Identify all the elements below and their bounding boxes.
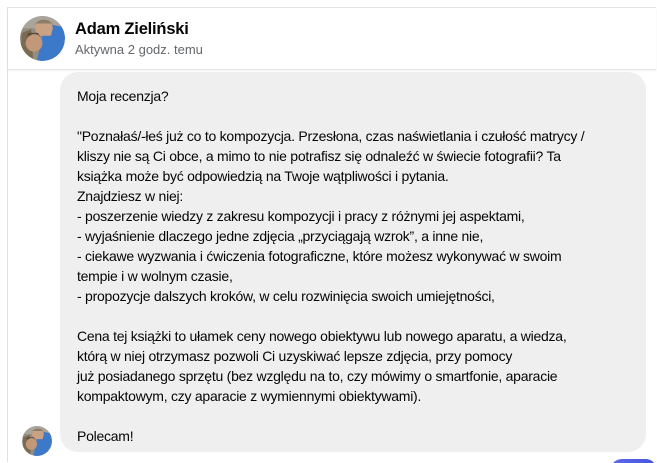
contact-avatar[interactable] bbox=[20, 16, 65, 61]
conversation-header bbox=[8, 8, 656, 70]
message-list bbox=[8, 70, 656, 462]
message-line: książka może być odpowiedzią na Twoje wątpliwości i pytania. bbox=[77, 168, 449, 184]
message-line: kliszy nie są Ci obce, a mimo to nie potrafisz się odnaleźć w świecie fotografii? Ta bbox=[77, 148, 561, 164]
message-line: Moja recenzja? bbox=[77, 88, 169, 104]
chat-window bbox=[7, 7, 656, 462]
contact-name[interactable]: Adam Zieliński bbox=[75, 20, 189, 38]
contact-photo-icon bbox=[22, 426, 52, 456]
message-line: - ciekawe wyzwania i ćwiczenia fotograficzne, które możesz wykonywać w swoim bbox=[77, 248, 562, 264]
message-line: tempie i w wolnym czasie, bbox=[77, 268, 233, 284]
message-line: "Poznałaś/-łeś już co to kompozycja. Przesłona, czas naświetlania i czułość matrycy / bbox=[77, 128, 585, 144]
header-texts bbox=[75, 19, 203, 58]
message-row bbox=[22, 72, 656, 452]
message-line: - propozycje dalszych kroków, w celu rozwinięcia swoich umiejętności, bbox=[77, 288, 495, 304]
sender-avatar-col bbox=[22, 426, 52, 456]
incoming-message-bubble[interactable] bbox=[60, 72, 646, 452]
message-line bbox=[77, 406, 629, 426]
message-line: już posiadanego sprzętu (bez względu na to, czy mówimy o smartfonie, aparacie bbox=[77, 368, 558, 384]
contact-photo-icon bbox=[20, 16, 65, 61]
message-line: Polecam! bbox=[77, 428, 134, 444]
outgoing-message-bubble[interactable] bbox=[610, 459, 656, 463]
message-line: kompaktowym, czy aparacie z wymiennymi obiektywami). bbox=[77, 388, 422, 404]
message-line bbox=[77, 306, 629, 326]
message-line: - wyjaśnienie dlaczego jedne zdjęcia „przyciągają wzrok”, a inne nie, bbox=[77, 228, 484, 244]
message-line: - poszerzenie wiedzy z zakresu kompozycji i pracy z różnymi jej aspektami, bbox=[77, 208, 525, 224]
message-line: Znajdziesz w niej: bbox=[77, 188, 183, 204]
sender-avatar[interactable] bbox=[22, 426, 52, 456]
contact-status: Aktywna 2 godz. temu bbox=[75, 42, 203, 57]
message-line: którą w niej otrzymasz pozwoli Ci uzyskiwać lepsze zdjęcia, przy pomocy bbox=[77, 348, 513, 364]
message-line bbox=[77, 106, 629, 126]
message-line: Cena tej książki to ułamek ceny nowego obiektywu lub nowego aparatu, a wiedza, bbox=[77, 328, 567, 344]
